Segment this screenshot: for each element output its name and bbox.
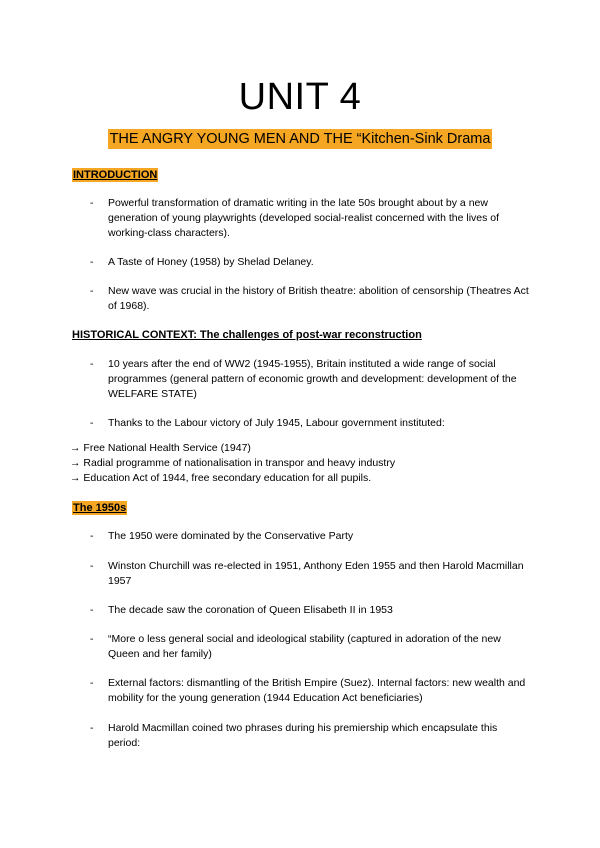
bullet-dash: - bbox=[90, 633, 94, 645]
list-item-text: Winston Churchill was re-elected in 1951, Anthony Eden 1955 and then Harold Macmillan 1957 bbox=[108, 560, 524, 587]
list-item-text: New wave was crucial in the history of British theatre: abolition of censorship (Theatres Act of 1968). bbox=[108, 285, 529, 312]
bullet-dash: - bbox=[90, 358, 94, 370]
bullet-dash: - bbox=[90, 285, 94, 297]
list-item-text: 10 years after the end of WW2 (1945-1955), Britain instituted a wide range of social programmes (general pattern of economic growth and development: development of the WELFARE STATE) bbox=[108, 358, 517, 400]
list-item bbox=[90, 603, 530, 618]
list-item bbox=[90, 676, 530, 706]
bullet-dash: - bbox=[90, 530, 94, 542]
page-title: UNIT 4 bbox=[238, 76, 362, 118]
section-heading-introduction: INTRODUCTION bbox=[73, 169, 158, 181]
section-heading-1950s: The 1950s bbox=[73, 502, 127, 514]
bullet-dash: - bbox=[90, 256, 94, 268]
subtitle-container bbox=[0, 129, 600, 149]
list-item-text: Powerful transformation of dramatic writing in the late 50s brought about by a new generation of young playwrights (developed social-realist concerned with the lives of working-class characters). bbox=[108, 197, 500, 239]
list-item bbox=[90, 529, 530, 544]
bullet-dash: - bbox=[90, 722, 94, 734]
list-item-text: “More o less general social and ideological stability (captured in adoration of the new Queen and her family) bbox=[108, 633, 501, 660]
list-item bbox=[90, 559, 530, 589]
bullet-dash: - bbox=[90, 560, 94, 572]
section-heading-historical-context: HISTORICAL CONTEXT: The challenges of post-war reconstruction bbox=[72, 329, 422, 341]
list-item-text: The 1950 were dominated by the Conservative Party bbox=[108, 530, 354, 542]
list-item-text: A Taste of Honey (1958) by Shelad Delaney. bbox=[108, 256, 314, 268]
arrow-item: → Education Act of 1944, free secondary education for all pupils. bbox=[70, 472, 372, 484]
arrow-item: → Radial programme of nationalisation in transpor and heavy industry bbox=[70, 457, 396, 469]
list-item bbox=[90, 196, 530, 241]
list-item-text: The decade saw the coronation of Queen Elisabeth II in 1953 bbox=[108, 604, 393, 616]
list-item bbox=[90, 416, 530, 431]
list-item bbox=[90, 284, 530, 314]
bullet-dash: - bbox=[90, 197, 94, 209]
list-item-text: Harold Macmillan coined two phrases during his premiership which encapsulate this period: bbox=[108, 722, 498, 749]
arrow-item: → Free National Health Service (1947) bbox=[70, 442, 251, 454]
list-item bbox=[90, 721, 530, 751]
list-item-text: External factors: dismantling of the British Empire (Suez). Internal factors: new wealth and mobility for the young generation (1944 Education Act beneficiaries) bbox=[108, 677, 526, 704]
page-subtitle: THE ANGRY YOUNG MEN AND THE “Kitchen-Sink Drama bbox=[109, 131, 491, 147]
list-item-text: Thanks to the Labour victory of July 1945, Labour government instituted: bbox=[108, 417, 445, 429]
bullet-dash: - bbox=[90, 604, 94, 616]
bullet-dash: - bbox=[90, 417, 94, 429]
bullet-dash: - bbox=[90, 677, 94, 689]
list-item bbox=[90, 357, 530, 402]
list-item bbox=[90, 255, 530, 270]
list-item bbox=[90, 632, 530, 662]
